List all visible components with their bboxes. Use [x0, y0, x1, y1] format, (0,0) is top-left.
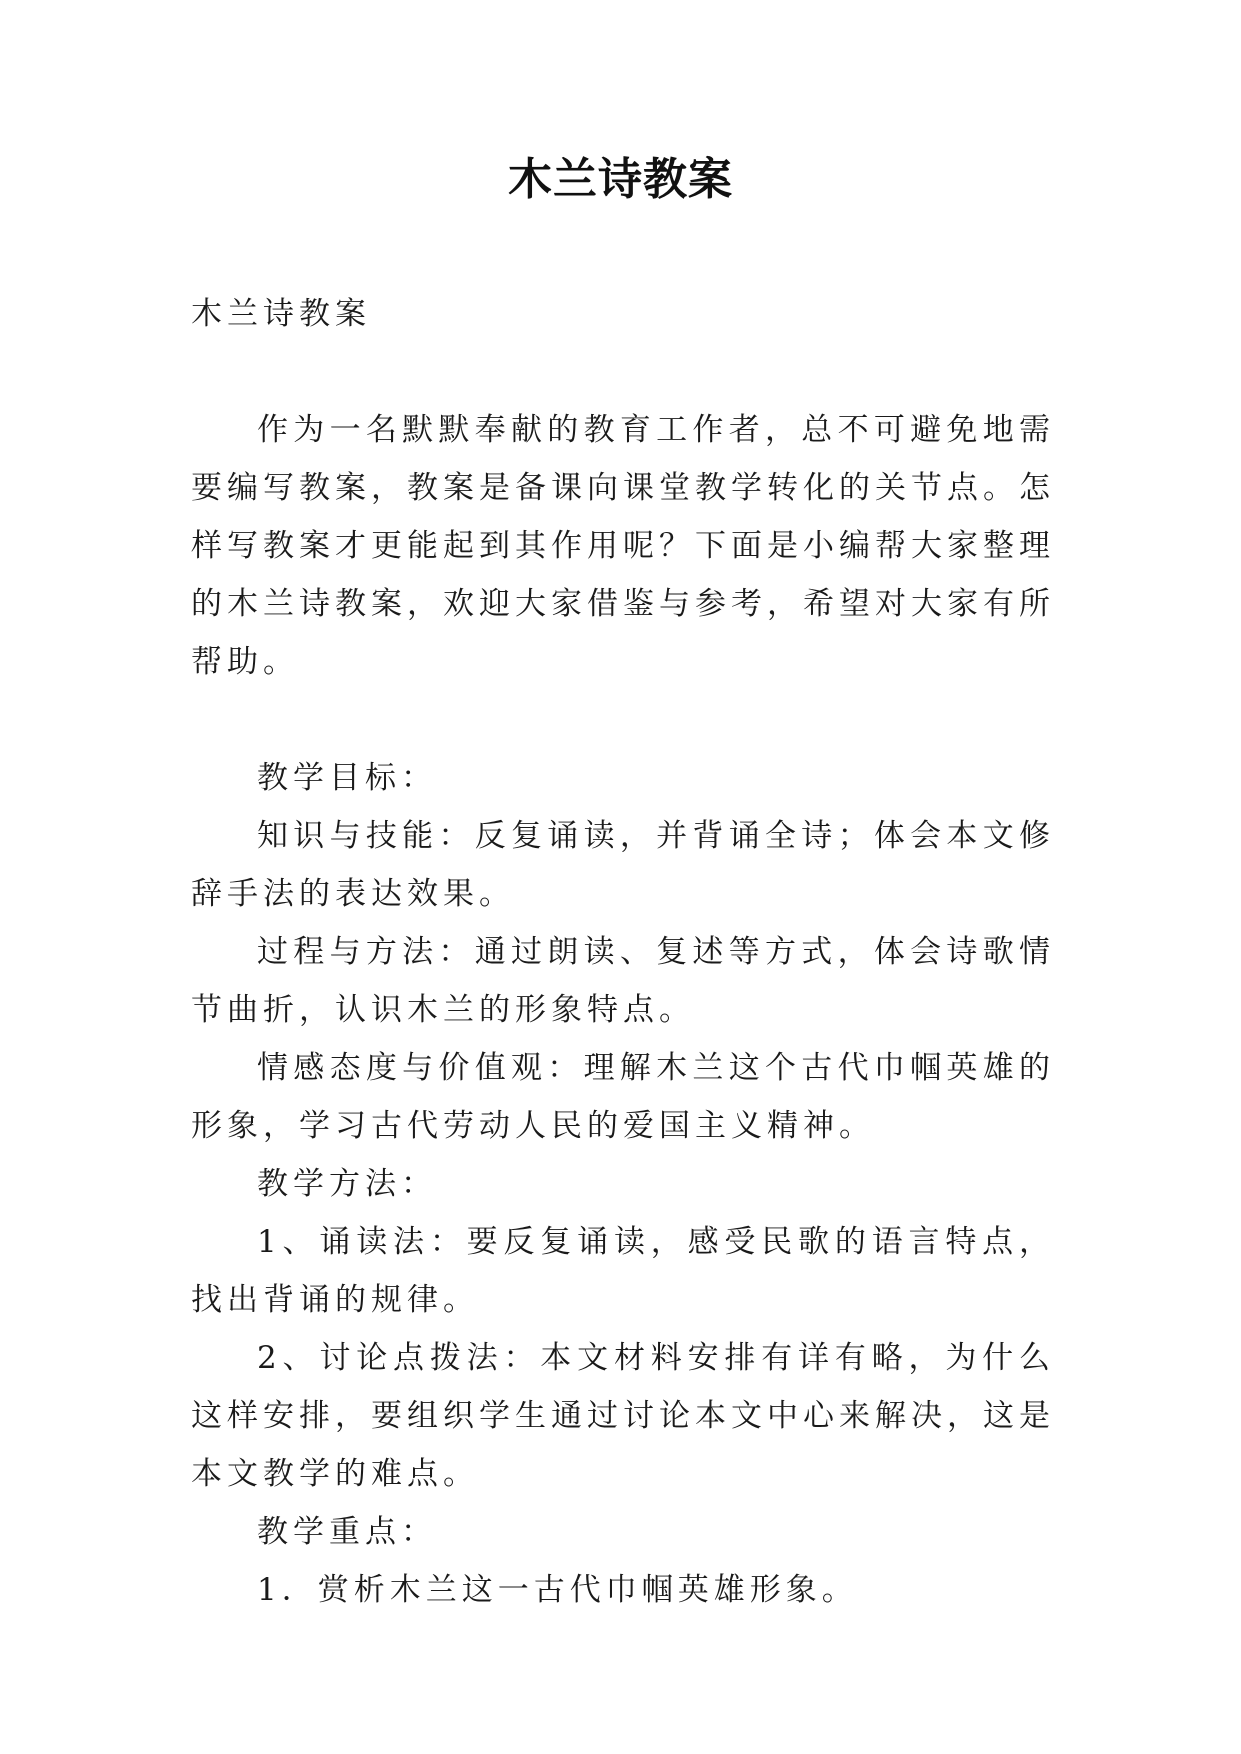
section-heading-objectives: 教学目标： — [257, 760, 437, 796]
objective-process: 过程与方法：通过朗读、复述等方式，体会诗歌情节曲折，认识木兰的形象特点。 — [191, 934, 1055, 1028]
objective-emotion: 情感态度与价值观：理解木兰这个古代巾帼英雄的形象，学习古代劳动人民的爱国主义精神。 — [191, 1050, 1055, 1144]
document-title: 木兰诗教案 — [508, 154, 733, 205]
spacer — [191, 343, 1055, 401]
section-heading-key-points: 教学重点： — [257, 1514, 437, 1550]
section-heading-methods: 教学方法： — [257, 1166, 437, 1202]
intro-paragraph: 作为一名默默奉献的教育工作者，总不可避免地需要编写教案，教案是备课向课堂教学转化的关节点。怎样写教案才更能起到其作用呢？下面是小编帮大家整理的木兰诗教案，欢迎大家借鉴与参考，希望对大家有所帮助。 — [191, 412, 1055, 680]
document-body — [191, 285, 1055, 1619]
method-discussion: 2、讨论点拨法：本文材料安排有详有略，为什么这样安排，要组织学生通过讨论本文中心来解决，这是本文教学的难点。 — [191, 1340, 1055, 1492]
key-point-1: 1．赏析木兰这一古代巾帼英雄形象。 — [257, 1572, 858, 1608]
method-reading: 1、诵读法：要反复诵读，感受民歌的语言特点，找出背诵的规律。 — [191, 1224, 1055, 1318]
objective-knowledge: 知识与技能：反复诵读，并背诵全诗；体会本文修辞手法的表达效果。 — [191, 818, 1055, 912]
document-subtitle: 木兰诗教案 — [191, 296, 371, 332]
spacer — [191, 691, 1055, 749]
